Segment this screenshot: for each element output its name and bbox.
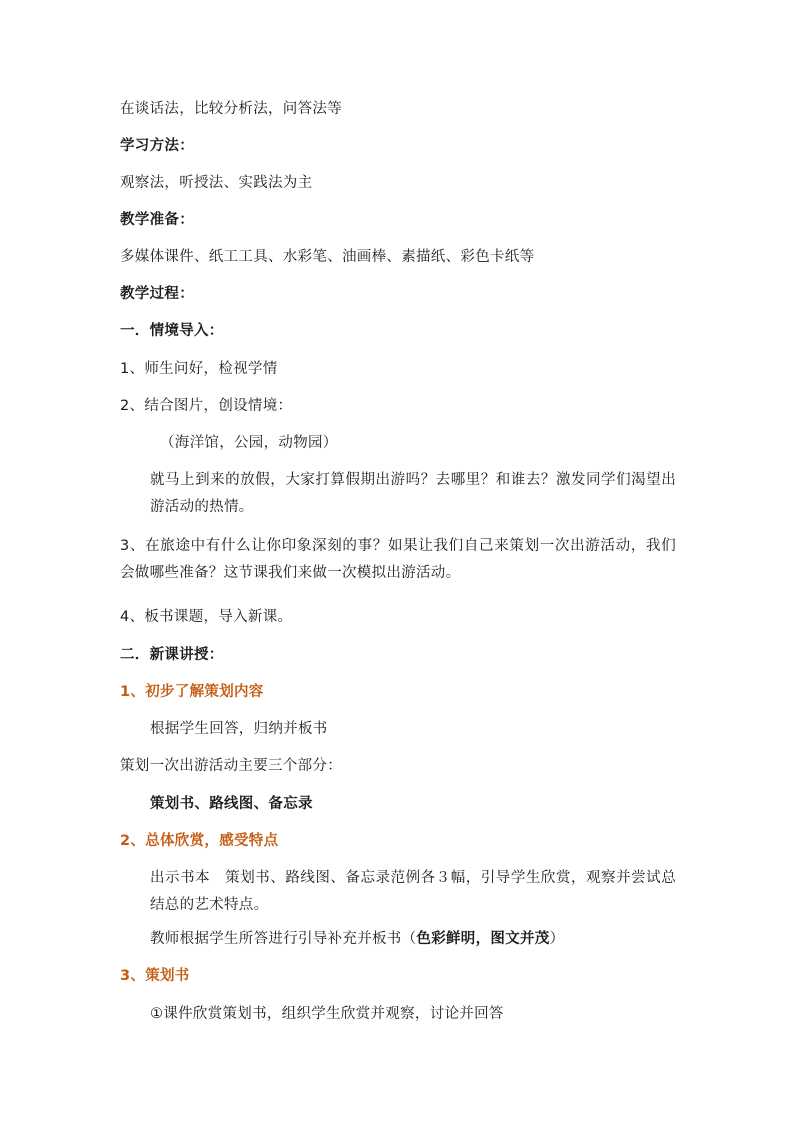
- paragraph-step-3-text: 3、在旅途中有什么让你印象深刻的事？如果让我们自己来策划一次出游活动，我们会做哪些准备？这节课我们来做一次模拟出游活动。: [120, 538, 676, 581]
- learning-methods-text: 观察法，听授法、实践法为主: [120, 175, 313, 191]
- summary-text: 根据学生回答，归纳并板书: [150, 721, 328, 737]
- teaching-preparation-text: 多媒体课件、纸工工具、水彩笔、油画棒、素描纸、彩色卡纸等: [120, 249, 535, 265]
- board-writing-text: [150, 929, 564, 949]
- three-parts-list: 策划书、路线图、备忘录: [150, 796, 313, 812]
- paragraph-examples: [120, 865, 676, 919]
- board-writing-prefix: 教师根据学生所答进行引导补充并板书（: [150, 931, 417, 947]
- step-4-text: 4、板书课题，导入新课。: [120, 609, 293, 625]
- scene-examples-text: （海洋馆，公园，动物园）: [160, 435, 338, 451]
- section-two-heading: 二．新课讲授：: [120, 647, 224, 663]
- three-parts-text: 策划一次出游活动主要三个部分：: [120, 758, 342, 774]
- teaching-process-heading: 教学过程：: [120, 286, 194, 302]
- paragraph-holiday-text: 就马上到来的放假，大家打算假期出游吗？去哪里？和谁去？激发同学们渴望出游活动的热情。: [150, 472, 676, 515]
- board-writing-keywords: 色彩鲜明，图文并茂: [416, 931, 550, 947]
- step-1-text: 1、师生问好，检视学情: [120, 361, 278, 377]
- learning-methods-heading: 学习方法：: [120, 138, 194, 154]
- courseware-text: ①课件欣赏策划书，组织学生欣赏并观察，讨论并回答: [150, 1006, 504, 1022]
- subheading-3: 3、策划书: [120, 968, 190, 984]
- board-writing-suffix: ）: [549, 931, 565, 947]
- subheading-2: 2、总体欣赏，感受特点: [120, 833, 279, 849]
- paragraph-step-3: [120, 533, 676, 587]
- teaching-methods-text: 在谈话法，比较分析法，问答法等: [120, 101, 342, 117]
- paragraph-holiday: [120, 467, 676, 521]
- step-2-text: 2、结合图片，创设情境：: [120, 398, 293, 414]
- subheading-1: 1、初步了解策划内容: [120, 684, 264, 700]
- paragraph-examples-text: 出示书本 策划书、路线图、备忘录范例各３幅，引导学生欣赏，观察并尝试总结总的艺术特点。: [150, 870, 676, 913]
- teaching-preparation-heading: 教学准备：: [120, 212, 194, 228]
- section-one-heading: 一．情境导入：: [120, 323, 224, 339]
